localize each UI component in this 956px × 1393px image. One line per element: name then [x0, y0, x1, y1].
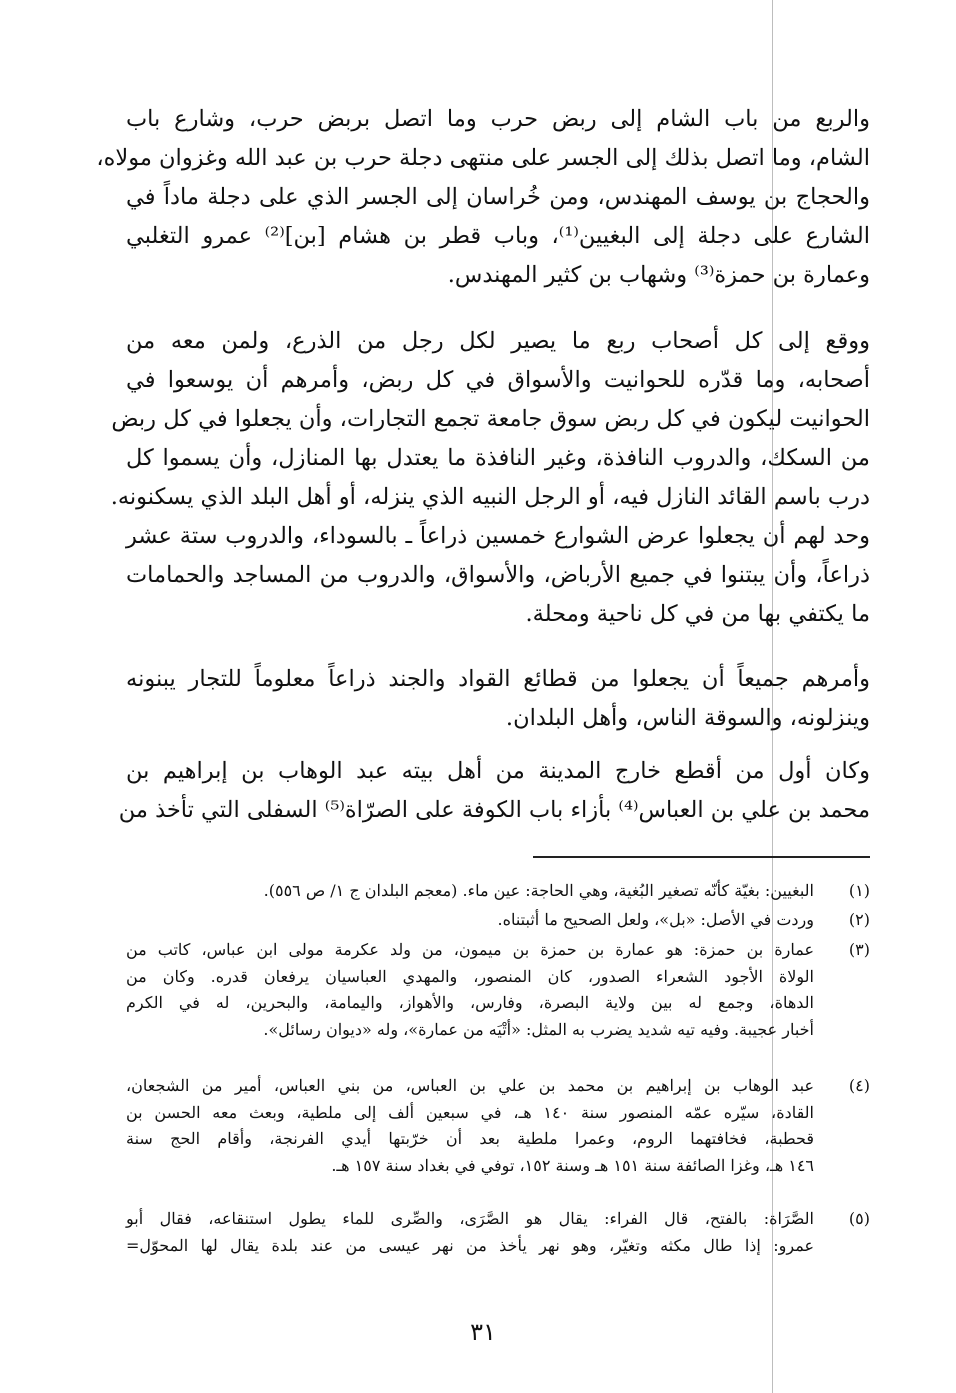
page-number: ٣١: [470, 1318, 496, 1346]
footnote-line: الولاة الأجود الشعراء الصدور، كان المنصور، والمهدي العباسيان يرفعان قدره. وكان من: [126, 966, 814, 986]
text-line: درب باسم القائد النازل فيه، أو الرجل النبيه الذي ينزله، أو أهل البلد الذي يسكنونه.: [110, 484, 870, 510]
body-paragraph-4: [118, 752, 870, 830]
text-line: أصحابه، وما قدّره للحوانيت والأسواق في كل ربض، وأمرهم أن يوسعوا في: [126, 367, 870, 393]
footnote-line: الصَّرَاة: بالفتح، قال الفراء: يقال هو الصَّرَى، والصِّرى للماء يطول استنقاعه، فقال أبو: [126, 1209, 814, 1228]
text-line: الحوانيت ليكون في كل ربض سوق جامعة تجمع التجارات، وأن يجعلوا في كل ربض: [111, 406, 870, 432]
footnote-separator: [533, 856, 870, 858]
text-line: وأمرهم جميعاً أن يجعلوا من قطائع القواد والجند ذراعاً معلوماً للتجار يبنونه: [126, 666, 870, 692]
footnote-line: القادة، سيّره عمّه المنصور سنة ١٤٠ هـ، في سبعين ألف إلى ملطية، وبعث معه الحسن بن: [126, 1102, 814, 1122]
text-line: وحد لهم أن يجعلوا عرض الشوارع خمسين ذراعاً ـ بالسوداء، والدروب ستة عشر: [126, 523, 870, 549]
footnote-number: (٤): [848, 1076, 870, 1095]
body-paragraph-1: [96, 100, 870, 295]
text-line: ووقع إلى كل أصحاب ربع ما يصير لكل رجل من الذرع، ولمن معه من: [126, 328, 870, 354]
footnote-line: عبد الوهاب بن إبراهيم بن محمد بن علي بن العباس، من بني العباس، أمير من الشجعان،: [126, 1076, 814, 1095]
footnote-line: البغيين: بغيّة كأنّه تصغير البُغية، وهي الحاجة: عين ماء. (معجم البلدان ج ١/ ص ٥٥٦).: [263, 881, 814, 900]
body-paragraph-3: [126, 660, 870, 738]
text-line: ما يكتفي بها من في كل ناحية ومحلة.: [525, 601, 870, 627]
footnote-line: عمرو: إذا طال مكثه وتغيّر، وهو نهر يأخذ من نهر عيسى من عند بلدة يقال لها المحوّل=: [126, 1235, 814, 1255]
footnote-line: وردت في الأصل: «بل»، ولعل الصحيح ما أثبتناه.: [497, 910, 814, 929]
text-line: والربع من باب الشام إلى ربض حرب وما اتصل بربض حرب، وشارع باب: [126, 106, 870, 132]
footnote-number: (٥): [848, 1209, 870, 1228]
body-paragraph-2: [110, 322, 870, 634]
text-line: ذراعاً، وأن يبتنوا في جميع الأرباض، والأسواق، والدروب من المساجد والحمامات: [126, 562, 870, 588]
footnote-line: عمارة بن حمزة: هو عمارة بن حمزة بن ميمون، من ولد عكرمة مولى ابن عباس، كاتب من: [126, 940, 814, 959]
footnote-number: (٣): [848, 940, 870, 959]
text-line: محمد بن علي بن العباس⁽⁴⁾ بأزاء باب الكوفة على الصرّاة⁽⁵⁾ السفلى التي تأخذ من: [118, 797, 870, 823]
text-line: وينزلونه، والسوقة الناس، وأهل البلدان.: [505, 705, 870, 731]
footnote-line: قحطبة، فخافتهما الروم، وعمرا ملطية بعد أن خرّبتها أيدي الفرنجة، وأقام الحج سنة: [126, 1129, 814, 1148]
text-line: وعمارة بن حمزة⁽³⁾ وشهاب بن كثير المهندس.: [447, 262, 870, 288]
footnote-number: (٢): [848, 910, 870, 929]
text-line: وكان أول من أقطع خارج المدينة من أهل بيته عبد الوهاب بن إبراهيم بن: [126, 758, 870, 784]
footnote-line: أخبار عجيبة. وفيه تيه شديد يضرب به المثل: «أتْيَه من عمارة»، وله «ديوان رسائل».: [263, 1019, 814, 1039]
text-line: والحجاج بن يوسف المهندس، ومن خُراسان إلى الجسر الذي على دجلة ماداً في: [126, 184, 870, 210]
text-line: الشارع على دجلة إلى البغيين⁽¹⁾، وباب قطر بن هشام [بن]⁽²⁾ عمرو التغلبي: [126, 223, 870, 249]
text-line: من السكك، والدروب النافذة، وغير النافذة ما يعتدل بها المنازل، وأن يسموا كل: [126, 445, 870, 471]
footnote-line: الدهاة، وجمع له بين ولاية البصرة، وفارس، والأهواز، واليمامة، والبحرين، له في الكرم: [126, 993, 814, 1012]
footnote-number: (١): [848, 881, 870, 900]
text-line: الشام، وما اتصل بذلك إلى الجسر على منتهى دجلة حرب بن عبد الله وغزوان مولاه،: [96, 145, 870, 171]
footnote-line: ١٤٦ هـ، وغزا الصائفة سنة ١٥١ هـ وسنة ١٥٢، توفي في بغداد سنة ١٥٧ هـ.: [331, 1155, 814, 1175]
